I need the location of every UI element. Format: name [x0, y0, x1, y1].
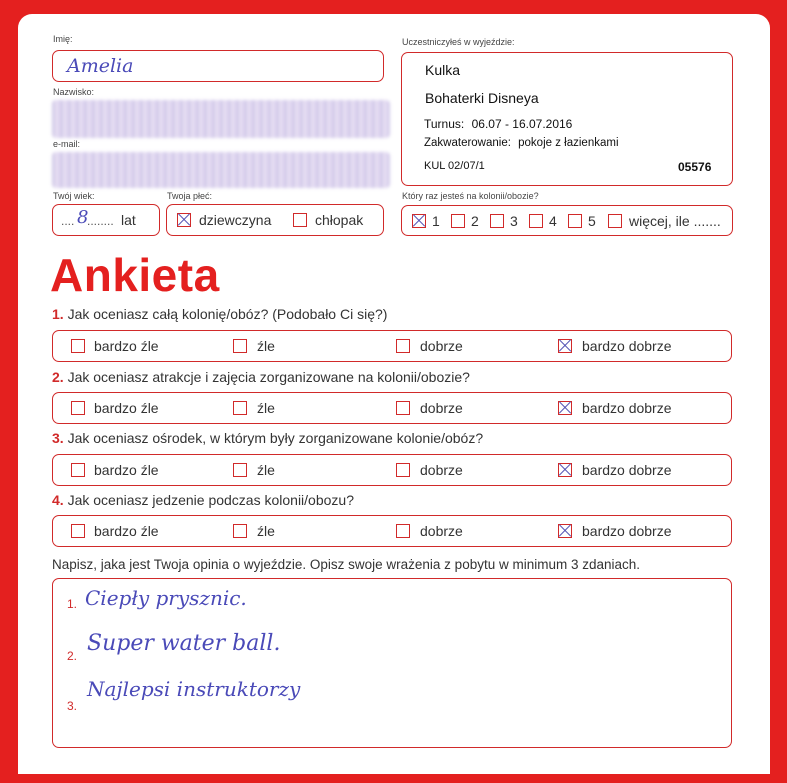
times-checkbox-5[interactable] — [568, 214, 582, 228]
question-3-number: 3. — [52, 430, 64, 446]
times-checkbox-2[interactable] — [451, 214, 465, 228]
q3-option-very-bad: bardzo źle — [94, 462, 159, 478]
opinion-line-2: Super water ball. — [87, 631, 281, 656]
participant-line-1: Kulka — [425, 62, 461, 78]
gender-label: Twoja płeć: — [167, 191, 213, 201]
times-option-1: 1 — [432, 213, 440, 229]
q4-option-very-good: bardzo dobrze — [582, 523, 672, 539]
q1-checkbox-very-bad[interactable] — [71, 339, 85, 353]
q2-checkbox-very-bad[interactable] — [71, 401, 85, 415]
times-option-5: 5 — [588, 213, 596, 229]
q4-checkbox-very-bad[interactable] — [71, 524, 85, 538]
gender-checkbox-boy[interactable] — [293, 213, 307, 227]
q3-checkbox-good[interactable] — [396, 463, 410, 477]
times-label: Który raz jesteś na kolonii/obozie? — [402, 191, 539, 201]
q2-option-very-good: bardzo dobrze — [582, 400, 672, 416]
q1-checkbox-very-good[interactable] — [558, 339, 572, 353]
q4-option-bad: źle — [257, 523, 275, 539]
times-checkbox-4[interactable] — [529, 214, 543, 228]
opinion-line-3: Najlepsi instruktorzy — [87, 677, 301, 701]
opinion-textarea[interactable] — [52, 578, 732, 748]
turnus-value: 06.07 - 16.07.2016 — [471, 117, 573, 131]
q1-option-good: dobrze — [420, 338, 463, 354]
q3-checkbox-very-bad[interactable] — [71, 463, 85, 477]
q1-option-very-bad: bardzo źle — [94, 338, 159, 354]
code-text: KUL 02/07/1 — [424, 160, 485, 172]
question-2-text: Jak oceniasz atrakcje i zajęcia zorganizowane na kolonii/obozie? — [67, 369, 470, 385]
email-redacted — [52, 152, 390, 188]
age-value: 8 — [77, 207, 89, 228]
question-3 — [52, 430, 483, 446]
times-checkbox-3[interactable] — [490, 214, 504, 228]
accommodation-row — [424, 137, 619, 149]
q4-checkbox-very-good[interactable] — [558, 524, 572, 538]
q4-option-good: dobrze — [420, 523, 463, 539]
times-option-more: więcej, ile ....... — [629, 213, 721, 229]
times-checkbox-1[interactable] — [412, 214, 426, 228]
times-option-3: 3 — [510, 213, 518, 229]
surname-label: Nazwisko: — [53, 87, 95, 97]
participant-line-2: Bohaterki Disneya — [425, 90, 539, 106]
question-3-answers — [52, 454, 732, 486]
q3-option-good: dobrze — [420, 462, 463, 478]
opinion-line-1-number: 1. — [67, 597, 78, 611]
email-label: e-mail: — [53, 139, 81, 149]
q3-checkbox-very-good[interactable] — [558, 463, 572, 477]
question-1-number: 1. — [52, 306, 64, 322]
times-option-4: 4 — [549, 213, 557, 229]
form-number: 05576 — [678, 160, 712, 174]
question-4-text: Jak oceniasz jedzenie podczas kolonii/obozu? — [67, 492, 354, 508]
surname-redacted — [52, 100, 390, 138]
q4-checkbox-bad[interactable] — [233, 524, 247, 538]
question-2-answers — [52, 392, 732, 424]
participant-label: Uczestniczyłeś w wyjeździe: — [402, 37, 515, 47]
name-value: Amelia — [67, 55, 134, 77]
q2-option-bad: źle — [257, 400, 275, 416]
q3-option-very-good: bardzo dobrze — [582, 462, 672, 478]
opinion-line-1: Ciepły prysznic. — [85, 586, 247, 610]
times-option-2: 2 — [471, 213, 479, 229]
gender-option-boy: chłopak — [315, 212, 364, 228]
question-1 — [52, 306, 387, 322]
question-1-text: Jak oceniasz całą kolonię/obóz? (Podobało Ci się?) — [67, 306, 388, 322]
q1-checkbox-bad[interactable] — [233, 339, 247, 353]
q2-option-good: dobrze — [420, 400, 463, 416]
q1-option-very-good: bardzo dobrze — [582, 338, 672, 354]
times-field — [401, 205, 733, 236]
q1-checkbox-good[interactable] — [396, 339, 410, 353]
gender-field — [166, 204, 384, 236]
q4-checkbox-good[interactable] — [396, 524, 410, 538]
q1-option-bad: źle — [257, 338, 275, 354]
name-label: Imię: — [53, 34, 73, 44]
turnus-row — [424, 117, 572, 131]
name-field[interactable] — [52, 50, 384, 82]
q3-checkbox-bad[interactable] — [233, 463, 247, 477]
accommodation-label: Zakwaterowanie: — [424, 137, 511, 149]
survey-title: Ankieta — [50, 249, 220, 301]
opinion-prompt: Napisz, jaka jest Twoja opinia o wyjeździe. Opisz swoje wrażenia z pobytu w minimum 3 zdaniach. — [52, 557, 641, 572]
q3-option-bad: źle — [257, 462, 275, 478]
question-2 — [52, 369, 470, 385]
age-dots-after: ........ — [87, 214, 114, 228]
sheet-bottom — [18, 744, 770, 774]
opinion-line-3-number: 3. — [67, 699, 78, 713]
gender-checkbox-girl[interactable] — [177, 213, 191, 227]
age-unit: lat — [121, 212, 136, 228]
turnus-label: Turnus: — [424, 117, 465, 131]
gender-option-girl: dziewczyna — [199, 212, 272, 228]
q2-option-very-bad: bardzo źle — [94, 400, 159, 416]
opinion-line-2-number: 2. — [67, 649, 78, 663]
q4-option-very-bad: bardzo źle — [94, 523, 159, 539]
times-checkbox-more[interactable] — [608, 214, 622, 228]
question-3-text: Jak oceniasz ośrodek, w którym były zorganizowane kolonie/obóz? — [67, 430, 484, 446]
q2-checkbox-very-good[interactable] — [558, 401, 572, 415]
age-label: Twój wiek: — [53, 191, 95, 201]
question-4 — [52, 492, 354, 508]
age-field[interactable] — [52, 204, 160, 236]
q2-checkbox-bad[interactable] — [233, 401, 247, 415]
q2-checkbox-good[interactable] — [396, 401, 410, 415]
question-4-answers — [52, 515, 732, 547]
question-1-answers — [52, 330, 732, 362]
question-2-number: 2. — [52, 369, 64, 385]
accommodation-value: pokoje z łazienkami — [518, 137, 619, 149]
question-4-number: 4. — [52, 492, 64, 508]
age-dots-before: .... — [61, 214, 75, 228]
